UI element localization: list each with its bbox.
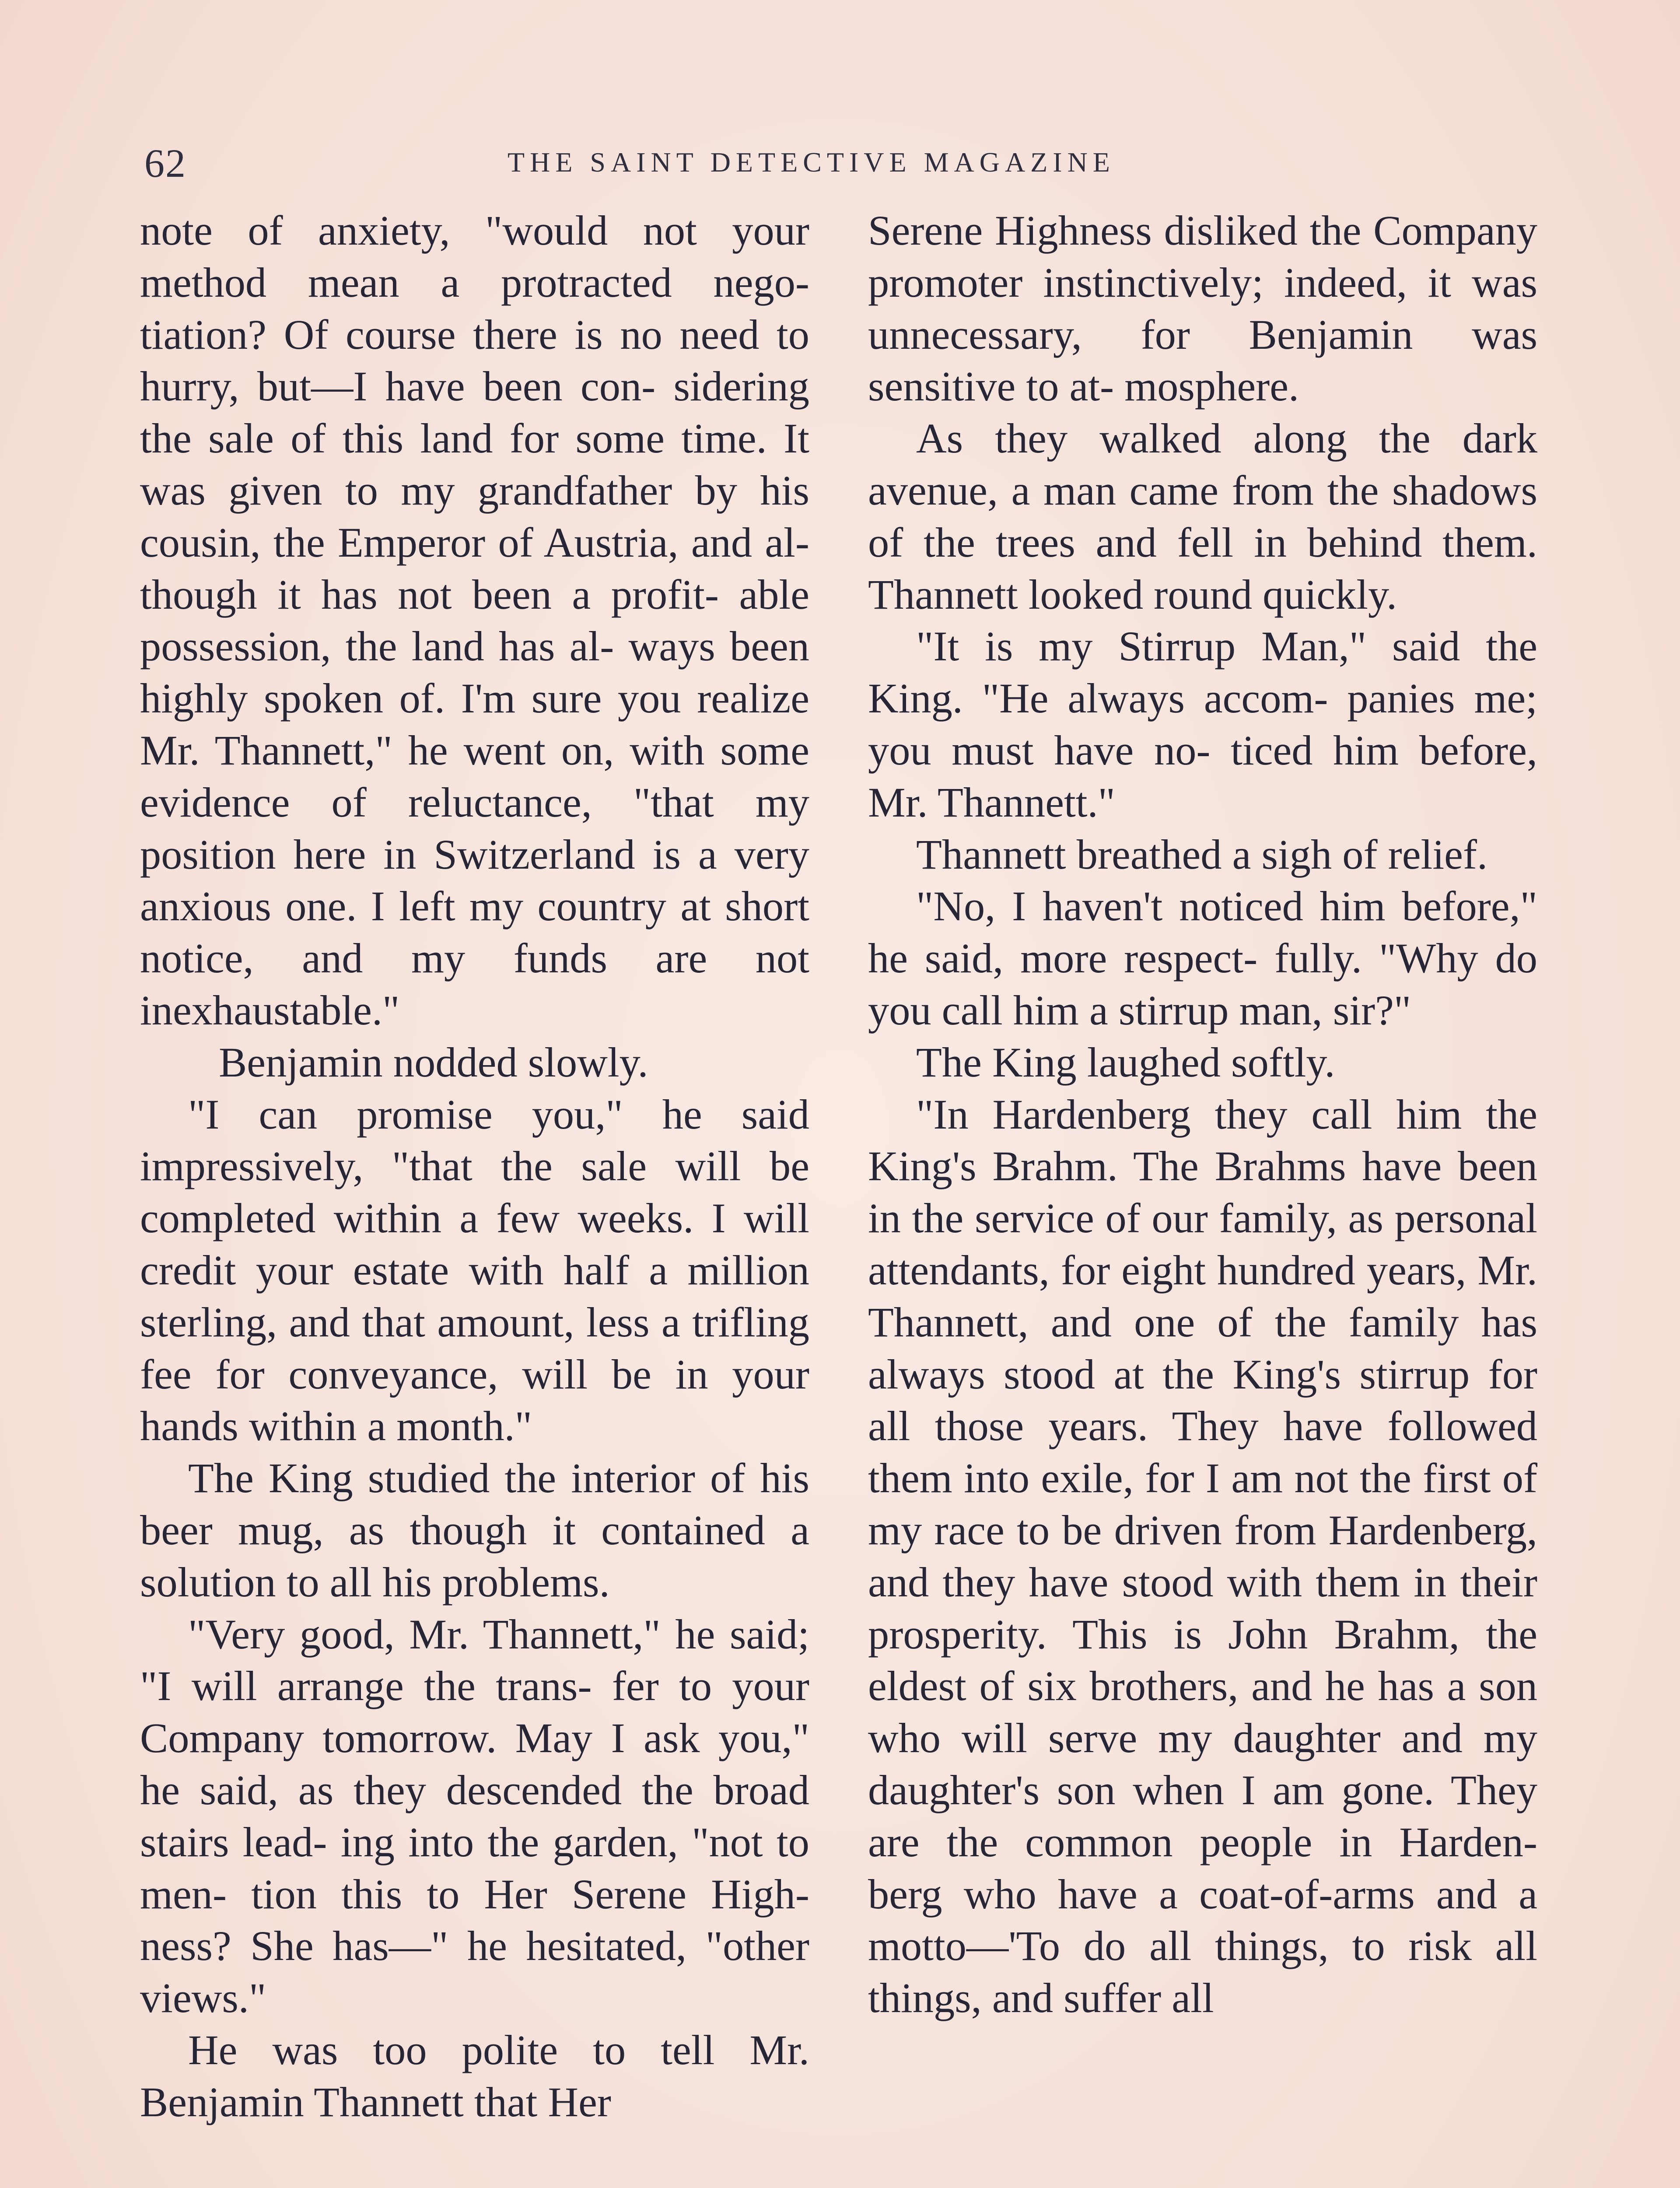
paragraph: "It is my Stirrup Man," said the King. "He always accom- panies me; you must have no- ticed him before, Mr. Thannett." (868, 623, 1537, 826)
paragraph: Benjamin nodded slowly. (219, 1038, 648, 1086)
paragraph: As they walked along the dark avenue, a man came from the shadows of the trees and fell in behind them. Thannett looked round quickly. (868, 415, 1537, 618)
paragraph: note of anxiety, "would not your method mean a protracted nego- tiation? Of course there is no need to hurry, but—I have been con- sidering the sale of this land for some time. It was given to my grandfather by his cousin, the Emperor of Austria, and al- though it has not been a profit- able possession, the land has al- ways been highly spoken of. I'm sure you realize Mr. Thannett," he went on, with some evidence of reluctance, "that my position here in Switzerland is a very anxious one. I left my country at short notice, and my funds are not inexhaustable." (140, 207, 809, 1034)
paragraph: He was too polite to tell Mr. Benjamin Thannett that Her (140, 2026, 809, 2125)
running-head: THE SAINT DETECTIVE MAGAZINE (508, 147, 1115, 178)
page-number: 62 (144, 141, 186, 186)
left-column (140, 205, 809, 2128)
paragraph: "Very good, Mr. Thannett," he said; "I will arrange the trans- fer to your Company tomorrow. May I ask you," he said, as they descended the broad stairs lead- ing into the garden, "not to men- tion this to Her Serene High- ness? She has—" he hesitated, "other views." (140, 1610, 809, 2022)
paragraph: Serene Highness disliked the Company promoter instinctively; indeed, it was unnecessary, for Benjamin was sensitive to at- mosphere. (868, 207, 1537, 410)
paragraph: The King laughed softly. (916, 1038, 1335, 1086)
right-column (868, 205, 1537, 2024)
paragraph: "I can promise you," he said impressively, "that the sale will be completed within a few weeks. I will credit your estate with half a million sterling, and that amount, less a trifling fee for conveyance, will be in your hands within a month." (140, 1090, 809, 1450)
paragraph: Thannett breathed a sigh of relief. (916, 831, 1488, 878)
paragraph: The King studied the interior of his beer mug, as though it contained a solution to all his problems. (140, 1455, 809, 1606)
page-header (140, 140, 1540, 193)
paragraph: "In Hardenberg they call him the King's Brahm. The Brahms have been in the service of our family, as personal attendants, for eight hundred years, Mr. Thannett, and one of the family has always stood at the King's stirrup for all those years. They have followed them into exile, for I am not the first of my race to be driven from Hardenberg, and they have stood with them in their prosperity. This is John Brahm, the eldest of six brothers, and he has a son who will serve my daughter and my daughter's son when I am gone. They are the common people in Harden- berg who have a coat-of-arms and a motto—'To do all things, to risk all things, and suffer all (868, 1090, 1537, 2022)
paragraph: "No, I haven't noticed him before," he said, more respect- fully. "Why do you call him a stirrup man, sir?" (868, 883, 1537, 1034)
